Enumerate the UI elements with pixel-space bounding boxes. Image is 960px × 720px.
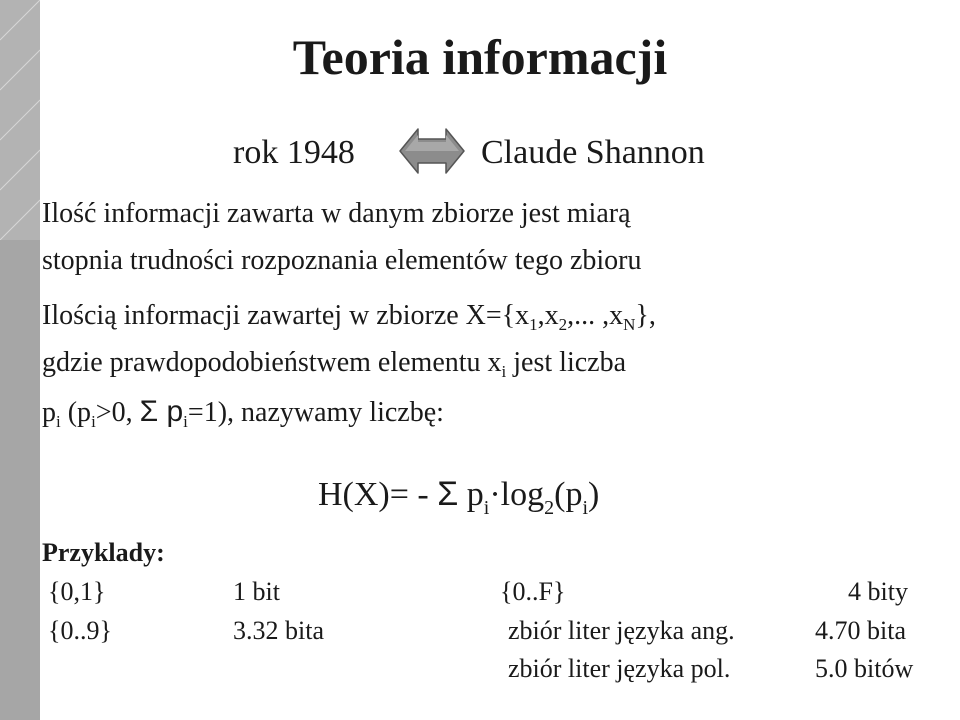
formula-sigma: Σ <box>437 475 459 513</box>
example-value-4: 4.70 bita <box>815 616 906 645</box>
example-set-3: {0..F} <box>500 577 566 606</box>
sidebar-pattern <box>0 0 40 720</box>
set-line-1-prefix: Ilością informacji zawartej w zbiorze X={x <box>42 300 530 331</box>
formula-paren-close: ) <box>588 476 600 513</box>
definition-line-2: stopnia trudności rozpoznania elementów tego zbioru <box>42 245 642 276</box>
double-arrow-icon <box>399 127 465 175</box>
set-line-3-sub-a: i <box>56 412 61 431</box>
set-line-2 <box>42 347 626 379</box>
formula-sub-i2: i <box>582 497 589 519</box>
example-set-5: zbiór liter języka pol. <box>508 654 731 683</box>
entropy-formula <box>318 475 600 519</box>
examples-title: Przyklady: <box>42 538 165 567</box>
set-line-3 <box>42 395 444 429</box>
example-set-2: {0..9} <box>48 616 112 645</box>
set-line-2-sub: i <box>501 362 507 381</box>
set-sub-1: 1 <box>529 315 538 334</box>
decorative-sidebar <box>0 0 40 720</box>
set-sub-2: 2 <box>558 315 568 334</box>
set-line-3-suffix: =1), nazywamy liczbę: <box>187 397 444 428</box>
set-line-3-p2: p <box>158 395 184 428</box>
formula-log: ·log <box>489 476 545 513</box>
set-line-3-mid2: >0, <box>95 397 140 428</box>
year-label: rok 1948 <box>233 134 355 171</box>
example-value-3: 4 bity <box>848 577 908 606</box>
set-line-2-prefix: gdzie prawdopodobieństwem elementu x <box>42 347 502 378</box>
set-sep-1: ,x <box>537 300 559 331</box>
example-set-4: zbiór liter języka ang. <box>508 616 735 645</box>
set-line-3-sub-b: i <box>91 412 96 431</box>
set-sub-n: N <box>623 315 636 334</box>
example-value-5: 5.0 bitów <box>815 654 914 683</box>
example-value-2: 3.32 bita <box>233 616 324 645</box>
author-label: Claude Shannon <box>481 134 705 171</box>
set-line-2-suffix: jest liczba <box>506 347 627 378</box>
formula-paren-open: (p <box>554 476 583 513</box>
definition-line-1: Ilość informacji zawarta w danym zbiorze jest miarą <box>42 198 631 229</box>
set-line-1-suffix: }, <box>635 300 656 331</box>
set-line-3-sub-c: i <box>183 412 188 431</box>
slide-title: Teoria informacji <box>292 29 668 85</box>
formula-sub-2: 2 <box>544 497 555 519</box>
set-line-3-p: p <box>42 397 56 428</box>
set-sep-2: ,... ,x <box>567 300 624 331</box>
set-line-3-mid1: (p <box>60 397 92 428</box>
example-value-1: 1 bit <box>233 577 280 606</box>
formula-sub-i1: i <box>483 497 490 519</box>
example-set-1: {0,1} <box>48 577 106 606</box>
set-line-1 <box>42 300 656 332</box>
formula-prefix: H(X)= - <box>318 476 438 513</box>
sigma-symbol: Σ <box>139 395 159 428</box>
formula-p: p <box>458 476 484 513</box>
